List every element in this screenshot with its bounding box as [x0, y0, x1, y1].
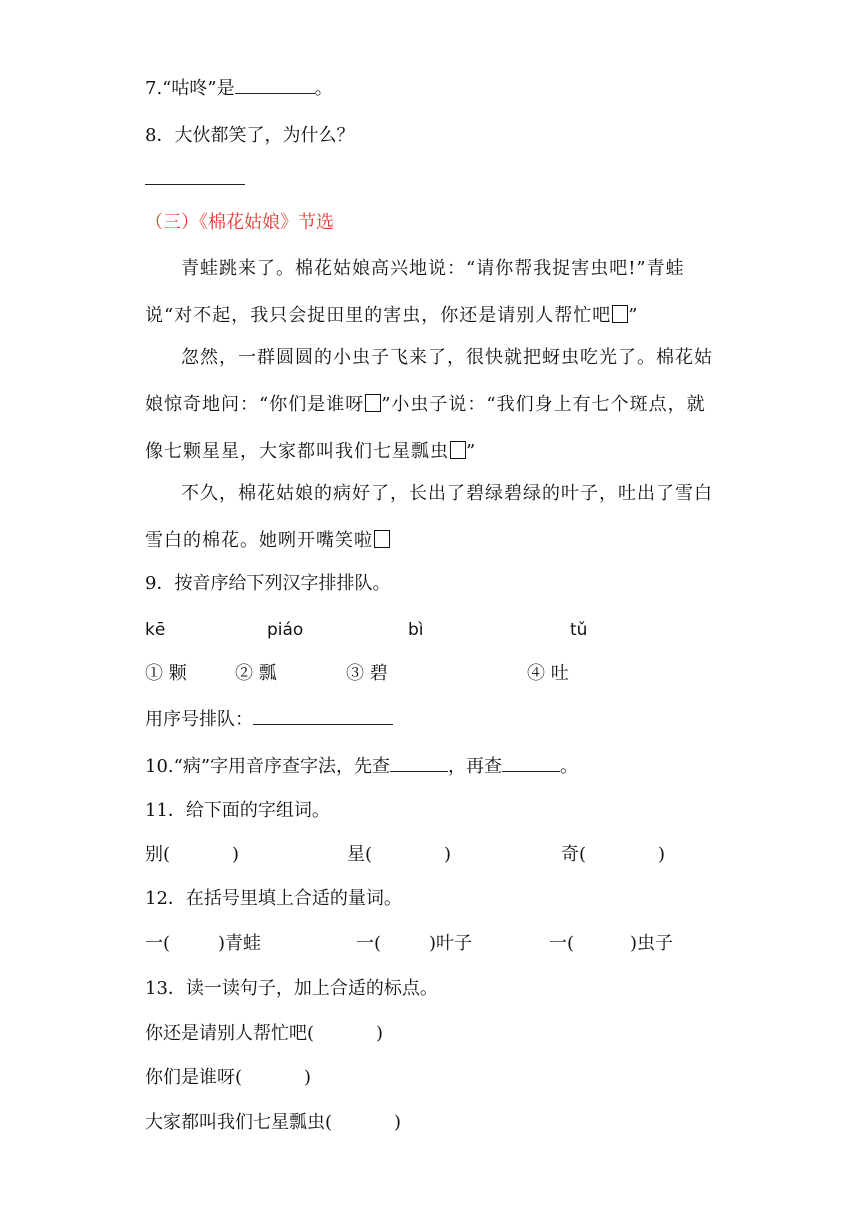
word-group-2-label: 星(	[347, 844, 373, 865]
word-group-1	[145, 843, 239, 867]
paragraph-1-text: 青蛙跳来了。棉花姑娘高兴地说：“请你帮我捉害虫吧!”青蛙说“对不起，我只会捉田里的害虫，你还是请别人帮忙吧	[145, 258, 685, 326]
char-item-4: ④ 吐	[527, 663, 569, 684]
question-11	[145, 799, 330, 823]
measure-word-1-post: )青蛙	[218, 933, 262, 954]
question-9-text: 9．按音序给下列汉字排排队。	[145, 573, 391, 594]
measure-word-2-pre: 一(	[356, 933, 382, 954]
question-12	[145, 887, 402, 911]
sentence-2-text: 你们是谁呀(	[145, 1067, 243, 1088]
measure-word-1-pre: 一(	[145, 933, 171, 954]
question-10-end: 。	[560, 756, 579, 777]
answer-blank[interactable]	[145, 168, 245, 185]
question-8	[145, 124, 354, 148]
sentence-1	[145, 1022, 383, 1046]
question-13	[145, 977, 438, 1001]
question-9	[145, 572, 390, 596]
word-group-3	[561, 843, 665, 867]
pinyin-3: bì	[408, 620, 424, 640]
word-group-1-label: 别(	[145, 844, 171, 865]
measure-word-2-post: )叶子	[429, 933, 473, 954]
question-8-answer-line[interactable]	[145, 168, 245, 192]
measure-word-3	[549, 932, 673, 956]
passage-paragraph-1	[145, 245, 715, 339]
section-title	[145, 211, 334, 235]
char-item-1: ① 颗	[145, 663, 187, 684]
section-title-text: （三）《棉花姑娘》节选	[145, 212, 334, 233]
word-group-3-label: 奇(	[561, 844, 587, 865]
question-11-text: 11．给下面的字组词。	[145, 800, 330, 821]
question-7	[145, 77, 333, 101]
question-7-text: 7.“咕咚”是	[145, 78, 235, 99]
question-10	[145, 755, 578, 779]
measure-word-1	[145, 932, 261, 956]
passage-paragraph-3	[145, 470, 715, 564]
sentence-1-text: 你还是请别人帮忙吧(	[145, 1023, 315, 1044]
passage-paragraph-2	[145, 334, 715, 475]
question-13-text: 13．读一读句子，加上合适的标点。	[145, 978, 438, 999]
answer-blank[interactable]	[253, 708, 393, 725]
punctuation-box[interactable]	[450, 441, 466, 459]
measure-word-3-post: )虫子	[630, 933, 674, 954]
measure-word-3-pre: 一(	[549, 933, 575, 954]
question-12-text: 12．在括号里填上合适的量词。	[145, 888, 402, 909]
sentence-2	[145, 1066, 311, 1090]
char-item-3: ③ 碧	[346, 663, 388, 684]
punctuation-box[interactable]	[374, 530, 390, 548]
close-paren: )	[232, 844, 240, 865]
answer-blank[interactable]	[390, 755, 448, 772]
punctuation-box[interactable]	[612, 305, 628, 323]
order-label: 用序号排队：	[145, 709, 253, 730]
close-paren: )	[304, 1067, 312, 1088]
question-10-text-a: 10.“病”字用音序查字法，先查	[145, 756, 391, 777]
punctuation-box[interactable]	[365, 394, 381, 412]
question-7-end: 。	[314, 78, 333, 99]
close-paren: )	[658, 844, 666, 865]
order-line	[145, 708, 393, 732]
question-8-text: 8．大伙都笑了，为什么？	[145, 125, 355, 146]
close-paren: )	[444, 844, 452, 865]
answer-blank[interactable]	[235, 77, 315, 94]
paragraph-2-text-b: ”小虫子说：“我们身上有七个斑点，就像七颗星星，大家都叫我们七星瓢虫	[145, 394, 706, 462]
paragraph-3-text: 不久，棉花姑娘的病好了，长出了碧绿碧绿的叶子，吐出了雪白雪白的棉花。她咧开嘴笑啦	[145, 483, 713, 551]
close-paren: )	[394, 1112, 402, 1133]
close-paren: )	[376, 1023, 384, 1044]
word-group-2	[347, 843, 451, 867]
answer-blank[interactable]	[502, 755, 560, 772]
measure-word-2	[356, 932, 472, 956]
question-10-text-b: ，再查	[448, 756, 503, 777]
pinyin-2: piáo	[267, 620, 304, 640]
sentence-3-text: 大家都叫我们七星瓢虫(	[145, 1112, 333, 1133]
pinyin-4: tǔ	[570, 620, 588, 640]
pinyin-1: kē	[145, 620, 166, 640]
char-item-2: ② 瓢	[235, 663, 277, 684]
sentence-3	[145, 1111, 401, 1135]
paragraph-2-text-a: 忽然，一群圆圆的小虫子飞来了，很快就把蚜虫吃光了。棉花姑娘惊奇地问：“你们是谁呀	[145, 347, 713, 415]
paragraph-2-end: ”	[466, 441, 477, 462]
paragraph-1-end: ”	[628, 305, 639, 326]
